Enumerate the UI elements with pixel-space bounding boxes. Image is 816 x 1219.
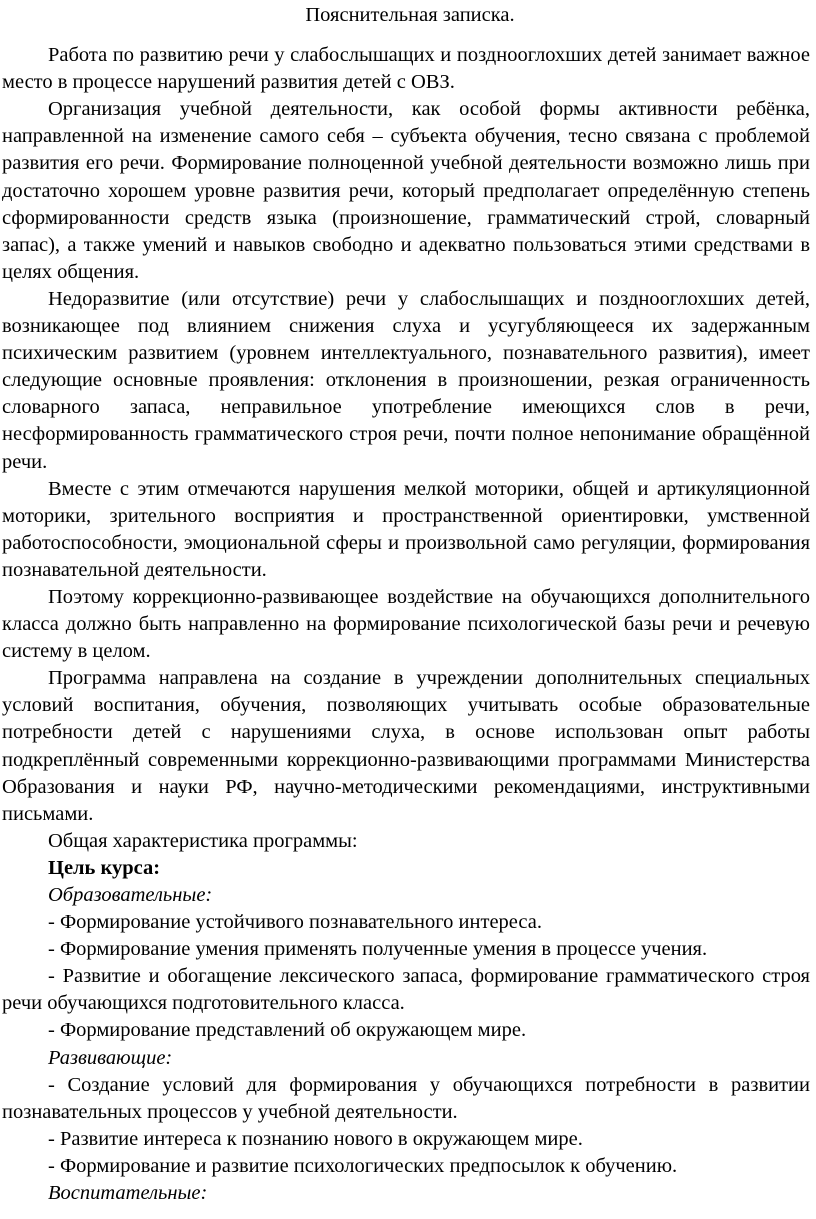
paragraph-intro: Работа по развитию речи у слабослышащих и позднооглохших детей занимает важное место в процессе нарушений развития детей с ОВЗ.: [2, 44, 810, 94]
paragraph-disorders: Вместе с этим отмечаются нарушения мелкой моторики, общей и артикуляционной моторики, зрительного восприятия и пространственной ориентировки, умственной работоспособности, эмоциональной сферы и произвольной само регуляции, формирования познавательной деятельности.: [2, 477, 810, 581]
developmental-heading: Развивающие:: [48, 1046, 173, 1069]
developmental-item: - Создание условий для формирования у обучающихся потребности в развитии познавательных процессов у учебной деятельности.: [2, 1073, 810, 1123]
educational-item: - Формирование представлений об окружающем мире.: [48, 1019, 527, 1042]
paragraph-correction: Поэтому коррекционно-развивающее воздействие на обучающихся дополнительного класса должно быть направленно на формирование психологической базы речи и речевую систему в целом.: [2, 585, 810, 663]
course-goal-heading: Цель курса:: [48, 856, 161, 879]
educational-item: - Формирование устойчивого познавательного интереса.: [48, 911, 542, 934]
general-heading: Общая характеристика программы:: [48, 829, 358, 852]
upbringing-heading: Воспитательные:: [48, 1182, 208, 1205]
developmental-item: - Формирование и развитие психологических предпосылок к обучению.: [48, 1154, 678, 1177]
document-title: Пояснительная записка.: [305, 4, 515, 26]
educational-item: - Формирование умения применять полученные умения в процессе учения.: [48, 938, 708, 961]
educational-item: - Развитие и обогащение лексического запаса, формирование грамматического строя речи обучающихся подготовительного класса.: [2, 965, 810, 1015]
developmental-item: - Развитие интереса к познанию нового в окружающем мире.: [48, 1127, 583, 1150]
paragraph-underdevelopment: Недоразвитие (или отсутствие) речи у слабослышащих и позднооглохших детей, возникающее под влиянием снижения слуха и усугубляющееся их задержанным психическим развитием (уровнем интеллектуального, познавательного развития), имеет следующие основные проявления: отклонения в произношении, резкая ограниченность словарного запаса, неправильное употребление имеющихся слов в речи, несформированность грамматического строя речи, почти полное непонимание обращённой речи.: [2, 287, 810, 473]
paragraph-program: Программа направлена на создание в учреждении дополнительных специальных условий воспитания, обучения, позволяющих учитывать особые образовательные потребности детей с нарушениями слуха, в основе использован опыт работы подкреплённый современными коррекционно-развивающими программами Министерства Образования и науки РФ, научно-методическими рекомендациями, инструктивными письмами.: [2, 667, 810, 825]
educational-heading: Образовательные:: [48, 884, 213, 906]
paragraph-organization: Организация учебной деятельности, как особой формы активности ребёнка, направленной на изменение самого себя – субъекта обучения, тесно связана с проблемой развития его речи. Формирование полноценной учебной деятельности возможно лишь при достаточно хорошем уровне развития речи, который предполагает определённую степень сформированности средств языка (произношение, грамматический строй, словарный запас), а также умений и навыков свободно и адекватно пользоваться этими средствами в целях общения.: [2, 98, 810, 283]
